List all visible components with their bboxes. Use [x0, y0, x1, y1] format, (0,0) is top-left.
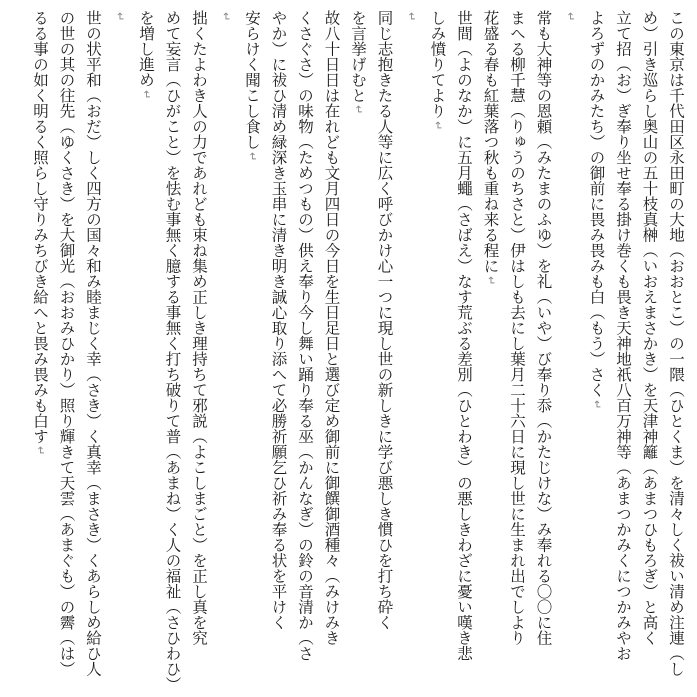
line-text: この東京は千代田区永田町の大地（おおとこ）の一隈（ひとくま）を清々しく祓い清め注連（し — [667, 10, 685, 677]
line-text: 故八十日日は在れども文月四日の今日を生日足日と選び定め御前に御饌御酒種々（みけみき — [322, 10, 341, 646]
text-line — [451, 10, 478, 697]
line-text: を言挙げむと — [349, 10, 367, 103]
text-line — [186, 10, 213, 697]
text-line — [583, 10, 610, 697]
paragraph-mark-icon: ↵ — [246, 151, 259, 161]
text-line — [371, 10, 398, 697]
blank-line — [398, 10, 425, 24]
line-text: を増し進め — [137, 10, 155, 88]
text-line — [133, 10, 160, 697]
text-line — [239, 10, 266, 697]
paragraph-mark-icon: ↵ — [484, 275, 498, 285]
text-line — [636, 10, 663, 697]
text-line — [53, 10, 80, 697]
line-text: よろずのかみたち）の御前に畏み畏みも白（もう）さく — [587, 10, 606, 398]
line-text: るる事の如く明るく照らし守りみちびき給へと畏み畏みも白す — [31, 10, 49, 444]
line-text: 同じ志抱きたる人等に広く呼びかけ心一つに現し世の新しきに学び悪しき慣ひを打ち砕く — [375, 10, 394, 630]
line-text: 世の状平和（おだ）しく四方の国々和み睦まじく幸（さき）く真幸（まさき）くあらしめ給ひ人 — [84, 10, 102, 677]
blank-line — [557, 10, 584, 24]
line-text: しみ憤りてより — [428, 10, 447, 119]
line-text: 拙くたよわき人の力であれども束ね集め正しき理持ちて邪説（よこしまごと）を正し真を究 — [190, 10, 208, 646]
vertical-text-body — [27, 10, 690, 697]
blank-line — [106, 10, 133, 24]
text-line — [292, 10, 319, 697]
line-text: 安らけく聞こし食し — [243, 10, 261, 150]
line-text: やか）に祓ひ清め緑深き玉串に清き明き誠心取り添へて必勝祈願乞ひ祈み奉る状を平けく — [269, 10, 288, 630]
paragraph-mark-icon: ↵ — [564, 12, 577, 22]
blank-line — [212, 10, 239, 24]
paragraph-mark-icon: ↵ — [405, 12, 418, 22]
line-text: くさぐさ）の味物（ためつもの）供え奉り今し舞い踊り奉る巫（かんなぎ）の鈴の音清か（さ — [296, 10, 314, 661]
paragraph-mark-icon: ↵ — [140, 89, 153, 99]
text-line — [345, 10, 372, 697]
text-line — [610, 10, 637, 697]
line-text: 世間（よのなか）に五月蠅（さばえ）なす荒ぶる差別（ひとわき）の悪しきわざに憂い嘆き悲 — [455, 10, 473, 661]
paragraph-mark-icon: ↵ — [34, 446, 47, 456]
line-text: まへる柳千慧（りゅうのちさと）伊はしも去にし葉月二十六日に現し世に生まれ出でしより — [508, 10, 526, 646]
text-line — [424, 10, 451, 697]
line-text: 立て招（お）ぎ奉り坐せ奉る掛け巻くも畏き天神地祇八百万神等（あまつかみくにつかみやお — [614, 10, 632, 661]
text-line — [159, 10, 186, 697]
paragraph-mark-icon: ↵ — [113, 12, 127, 22]
text-line — [265, 10, 292, 697]
line-text: 常も大神等の恩頼（みたまのふゆ）を礼（いや）び奉り忝（かたじけな）み奉れる〇〇に住 — [534, 10, 553, 646]
text-line — [530, 10, 557, 697]
paragraph-mark-icon: ↵ — [352, 105, 365, 115]
paragraph-mark-icon: ↵ — [219, 12, 233, 22]
paragraph-mark-icon: ↵ — [590, 399, 604, 409]
line-text: 花盛る春も紅葉落つ秋も重ね来る程に — [481, 10, 500, 274]
text-line — [318, 10, 345, 697]
line-text: めて妄言（ひがこと）を怯む事無く臆する事無く打ち破りて普（あまね）く人の福祉（さひわひ） — [163, 10, 182, 692]
line-text: め）引き巡らし奥山の五十枝真榊（いおえまさかき）を天津神籬（あまつひもろぎ）と高く — [640, 10, 659, 646]
line-text: の世の其の往先（ゆくさき）を大御光（おおみひかり）照り輝きて天雲（あまぐも）の霽（は） — [57, 10, 76, 677]
text-line — [27, 10, 54, 697]
text-line — [663, 10, 690, 697]
paragraph-mark-icon: ↵ — [431, 120, 445, 130]
text-line — [477, 10, 504, 697]
text-line — [80, 10, 107, 697]
text-line — [504, 10, 531, 697]
